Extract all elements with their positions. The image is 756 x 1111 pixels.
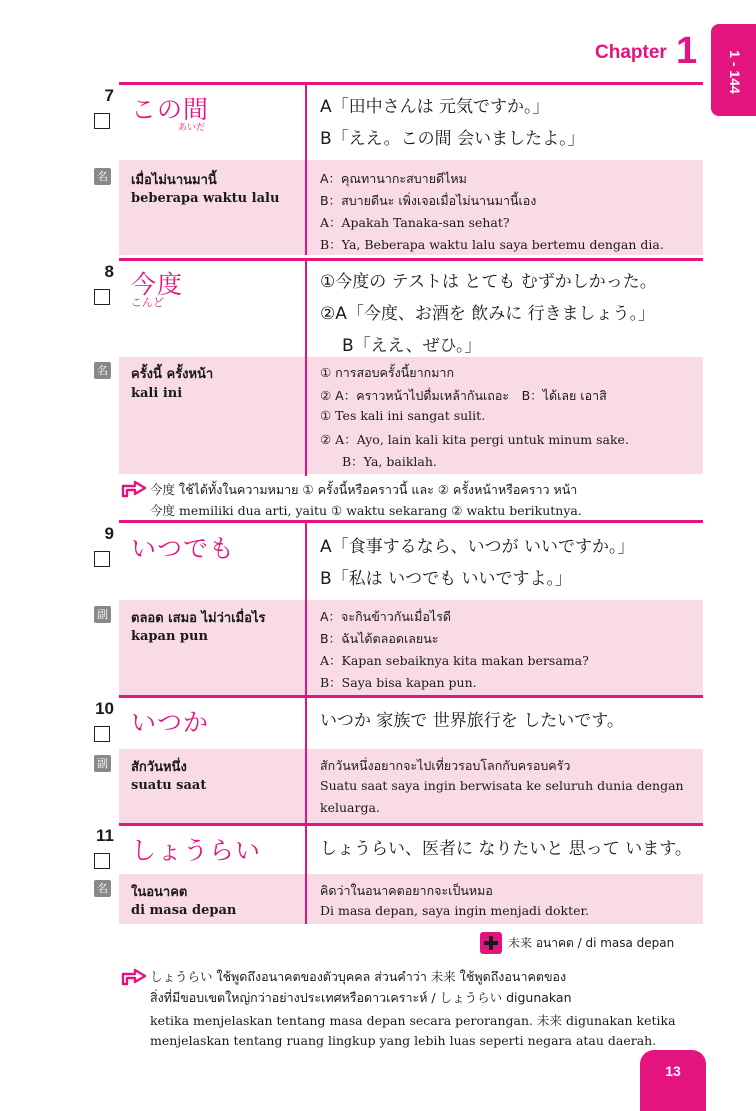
example-line: いつか 家族で 世界旅行を したいです。 — [320, 711, 624, 731]
pointing-hand-icon — [121, 478, 147, 498]
entry-number: 9 — [104, 524, 114, 543]
column-divider — [305, 874, 307, 924]
usage-note-thai: しょうらい ใช้พูดถึงอนาคตของตัวบุคคล ส่วนคำว่า 未来 ใช้พูดถึงอนาคตของ — [150, 969, 567, 984]
side-tab — [711, 24, 756, 116]
related-word: 未来 อนาคต / di masa depan — [508, 936, 675, 950]
example-line: B「ええ。この間 会いましたよ。」 — [320, 129, 585, 149]
vocab-word: いつか — [131, 708, 210, 737]
column-divider — [305, 749, 307, 825]
translation-line: B：สบายดีนะ เพิ่งเจอเมื่อไม่นานมานี้เอง — [320, 193, 537, 208]
related-word-plus-icon — [480, 932, 502, 954]
translation-line: A：Kapan sebaiknya kita makan bersama? — [320, 653, 589, 668]
meaning-indonesian: beberapa waktu lalu — [131, 191, 280, 206]
usage-note-thai: สิ่งที่มีขอบเขตใหญ่กว่าอย่างประเทศหรือดาวเคราะห์ / しょうらい digunakan — [150, 990, 572, 1005]
page-number: 13 — [665, 1063, 681, 1079]
translation-line: B：ฉันได้ตลอดเลยนะ — [320, 631, 439, 646]
study-checkbox[interactable] — [94, 551, 110, 567]
meaning-thai: เมื่อไม่นานมานี้ — [131, 173, 217, 188]
meaning-thai: ในอนาคต — [131, 885, 188, 900]
column-divider — [305, 160, 307, 255]
example-line: B「ええ、ぜひ。」 — [342, 336, 482, 356]
usage-note-thai: 今度 ใช้ได้ทั้งในความหมาย ① ครั้งนี้หรือคราวนี้ และ ② ครั้งหน้าหรือคราว หน้า — [150, 482, 578, 497]
entry-number: 10 — [95, 699, 114, 718]
meaning-thai: สักวันหนึ่ง — [131, 760, 187, 775]
vocab-word: この間 — [131, 95, 210, 124]
meaning-thai: ตลอด เสมอ ไม่ว่าเมื่อไร — [131, 611, 266, 626]
example-line: A「食事するなら、いつが いいですか。」 — [320, 537, 635, 557]
translation-line: ① การสอบครั้งนี้ยากมาก — [320, 365, 455, 380]
translation-line: Di masa depan, saya ingin menjadi dokter. — [320, 903, 590, 918]
meaning-indonesian: di masa depan — [131, 903, 237, 918]
part-of-speech-badge: 副 — [94, 755, 111, 772]
chapter-number: 1 — [676, 30, 698, 72]
pointing-hand-icon — [121, 966, 147, 986]
translation-line: A：Apakah Tanaka-san sehat? — [320, 215, 510, 230]
entry-divider — [119, 258, 703, 261]
example-line: B「私は いつでも いいですよ。」 — [320, 569, 572, 589]
study-checkbox[interactable] — [94, 853, 110, 869]
translation-line: ② A：คราวหน้าไปดื่มเหล้ากันเถอะ B：ได้เลย เอาสิ — [320, 388, 607, 403]
translation-line: ② A：Ayo, lain kali kita pergi untuk minum sake. — [320, 432, 629, 447]
vocab-word: 今度 — [131, 270, 184, 299]
example-line: ②A「今度、お酒を 飲みに 行きましょう。」 — [320, 304, 656, 324]
vocab-word: いつでも — [131, 534, 236, 563]
usage-note-indonesian: ketika menjelaskan tentang masa depan secara perorangan. 未来 digunakan ketika — [150, 1013, 676, 1028]
translation-line: A：จะกินข้าวกันเมื่อไรดี — [320, 609, 452, 624]
translation-line: A：คุณทานากะสบายดีไหม — [320, 171, 467, 186]
translation-line: Suatu saat saya ingin berwisata ke seluruh dunia dengan — [320, 778, 684, 793]
vocab-furigana: あいだ — [178, 123, 206, 133]
meaning-indonesian: kapan pun — [131, 629, 208, 644]
meaning-indonesian: suatu saat — [131, 778, 207, 793]
translation-line: ① Tes kali ini sangat sulit. — [320, 408, 486, 423]
meaning-thai: ครั้งนี้ ครั้งหน้า — [131, 367, 214, 382]
chapter-label: Chapter — [595, 42, 667, 63]
meaning-indonesian: kali ini — [131, 386, 183, 401]
translation-line: คิดว่าในอนาคตอยากจะเป็นหมอ — [320, 883, 493, 898]
entry-number: 7 — [104, 86, 114, 105]
translation-line: B：Saya bisa kapan pun. — [320, 675, 477, 690]
usage-note-indonesian: menjelaskan tentang ruang lingkup yang lebih luas seperti negara atau daerah. — [150, 1033, 657, 1048]
entry-divider — [119, 82, 703, 85]
part-of-speech-badge: 副 — [94, 606, 111, 623]
part-of-speech-badge: 名 — [94, 362, 111, 379]
study-checkbox[interactable] — [94, 113, 110, 129]
translation-line: B：Ya, Beberapa waktu lalu saya bertemu dengan dia. — [320, 237, 664, 252]
entry-divider — [119, 520, 703, 523]
study-checkbox[interactable] — [94, 726, 110, 742]
entry-divider — [119, 695, 703, 698]
part-of-speech-badge: 名 — [94, 168, 111, 185]
part-of-speech-badge: 名 — [94, 880, 111, 897]
translation-line: สักวันหนึ่งอยากจะไปเที่ยวรอบโลกกับครอบครัว — [320, 758, 571, 773]
entry-divider — [119, 823, 703, 826]
translation-line: B：Ya, baiklah. — [342, 454, 437, 469]
study-checkbox[interactable] — [94, 289, 110, 305]
example-line: ①今度の テストは とても むずかしかった。 — [320, 272, 657, 292]
example-line: A「田中さんは 元気ですか。」 — [320, 97, 550, 117]
entry-number: 11 — [96, 826, 114, 845]
translation-line: keluarga. — [320, 800, 380, 815]
column-divider — [305, 357, 307, 474]
column-divider — [305, 600, 307, 695]
usage-note-indonesian: 今度 memiliki dua arti, yaitu ① waktu sekarang ② waktu berikutnya. — [150, 503, 582, 518]
side-tab-label: 1 - 144 — [726, 50, 743, 94]
page-number-badge — [640, 1050, 706, 1111]
example-line: しょうらい、医者に なりたいと 思って います。 — [320, 839, 692, 859]
vocab-word: しょうらい — [131, 836, 262, 865]
vocab-furigana: こんど — [131, 296, 164, 309]
entry-number: 8 — [104, 262, 114, 281]
